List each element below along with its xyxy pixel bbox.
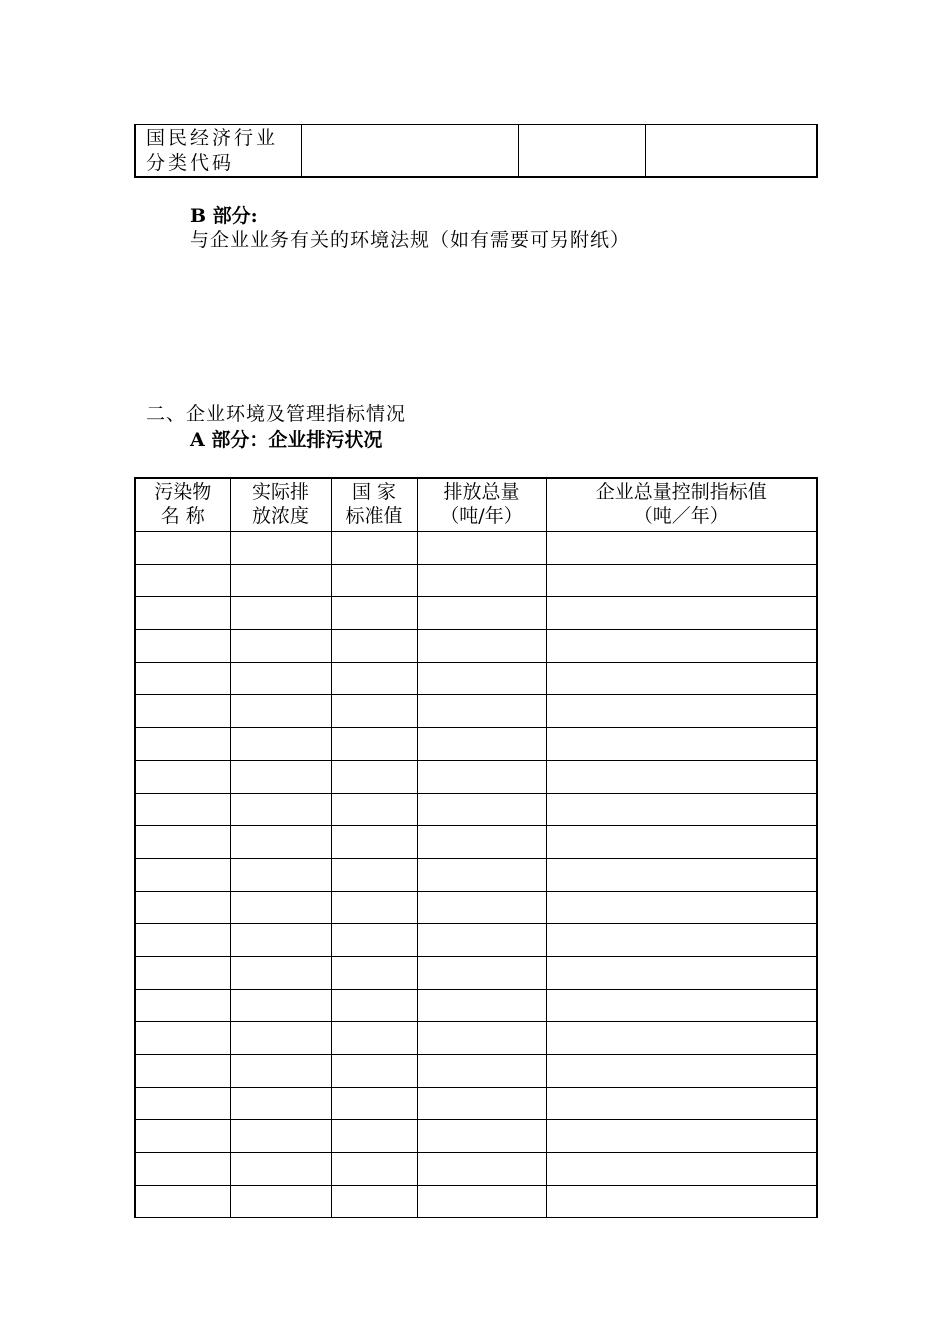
- table-row: [135, 1055, 817, 1088]
- header-total-control-index: 企业总量控制指标值 （吨／年）: [546, 478, 817, 532]
- national-standard-cell[interactable]: [331, 760, 417, 793]
- actual-concentration-cell[interactable]: [230, 728, 331, 761]
- total-discharge-cell[interactable]: [417, 1153, 546, 1186]
- total-discharge-cell[interactable]: [417, 695, 546, 728]
- table-row: [135, 858, 817, 891]
- table-row: [135, 1022, 817, 1055]
- total-control-index-cell[interactable]: [546, 924, 817, 957]
- actual-concentration-cell[interactable]: [230, 1120, 331, 1153]
- pollutant-name-cell[interactable]: [135, 1120, 230, 1153]
- national-standard-cell[interactable]: [331, 858, 417, 891]
- pollutant-name-cell[interactable]: [135, 858, 230, 891]
- table-row: [135, 891, 817, 924]
- pollutant-name-cell[interactable]: [135, 924, 230, 957]
- total-control-index-cell[interactable]: [546, 891, 817, 924]
- header-total-discharge: 排放总量 （吨/年）: [417, 478, 546, 532]
- table-row: [135, 695, 817, 728]
- section-two-title: 二、企业环境及管理指标情况: [146, 403, 407, 425]
- total-discharge-cell[interactable]: [417, 1185, 546, 1218]
- industry-code-table: [134, 124, 818, 178]
- total-discharge-cell[interactable]: [417, 891, 546, 924]
- total-control-index-cell[interactable]: [546, 532, 817, 565]
- total-discharge-cell[interactable]: [417, 793, 546, 826]
- pollutant-name-cell[interactable]: [135, 564, 230, 597]
- industry-code-extra-cell-1[interactable]: [518, 125, 645, 178]
- table-row: [135, 1120, 817, 1153]
- pollutant-name-cell[interactable]: [135, 956, 230, 989]
- actual-concentration-cell[interactable]: [230, 826, 331, 859]
- total-discharge-cell[interactable]: [417, 532, 546, 565]
- total-discharge-cell[interactable]: [417, 662, 546, 695]
- table-row: [135, 564, 817, 597]
- national-standard-cell[interactable]: [331, 1022, 417, 1055]
- total-discharge-cell[interactable]: [417, 597, 546, 630]
- pollutant-name-cell[interactable]: [135, 989, 230, 1022]
- pollutant-name-cell[interactable]: [135, 662, 230, 695]
- section-b-title: B 部分:: [190, 205, 258, 227]
- total-control-index-cell[interactable]: [546, 630, 817, 663]
- table-row: [135, 532, 817, 565]
- national-standard-cell[interactable]: [331, 1120, 417, 1153]
- national-standard-cell[interactable]: [331, 728, 417, 761]
- table-row: [135, 728, 817, 761]
- table-row: [135, 760, 817, 793]
- header-pollutant-name: 污染物 名 称: [135, 478, 230, 532]
- total-control-index-cell[interactable]: [546, 1055, 817, 1088]
- table-header-row: [135, 478, 817, 532]
- table-row: [135, 793, 817, 826]
- national-standard-cell[interactable]: [331, 662, 417, 695]
- total-control-index-cell[interactable]: [546, 989, 817, 1022]
- pollutant-name-cell[interactable]: [135, 891, 230, 924]
- total-control-index-cell[interactable]: [546, 597, 817, 630]
- pollutant-name-cell[interactable]: [135, 1055, 230, 1088]
- total-control-index-cell[interactable]: [546, 1022, 817, 1055]
- actual-concentration-cell[interactable]: [230, 532, 331, 565]
- pollutant-name-cell[interactable]: [135, 760, 230, 793]
- table-row: [135, 630, 817, 663]
- actual-concentration-cell[interactable]: [230, 564, 331, 597]
- total-control-index-cell[interactable]: [546, 1185, 817, 1218]
- actual-concentration-cell[interactable]: [230, 760, 331, 793]
- total-discharge-cell[interactable]: [417, 760, 546, 793]
- total-discharge-cell[interactable]: [417, 564, 546, 597]
- total-discharge-cell[interactable]: [417, 858, 546, 891]
- national-standard-cell[interactable]: [331, 924, 417, 957]
- industry-code-label: 国民经济行业 分类代码: [146, 127, 279, 174]
- table-row: [135, 989, 817, 1022]
- pollutant-name-cell[interactable]: [135, 1153, 230, 1186]
- header-national-standard: 国 家 标准值: [331, 478, 417, 532]
- total-discharge-cell[interactable]: [417, 1022, 546, 1055]
- actual-concentration-cell[interactable]: [230, 956, 331, 989]
- total-control-index-cell[interactable]: [546, 728, 817, 761]
- total-discharge-cell[interactable]: [417, 630, 546, 663]
- actual-concentration-cell[interactable]: [230, 924, 331, 957]
- total-control-index-cell[interactable]: [546, 662, 817, 695]
- total-control-index-cell[interactable]: [546, 695, 817, 728]
- table-row: [135, 826, 817, 859]
- actual-concentration-cell[interactable]: [230, 1055, 331, 1088]
- national-standard-cell[interactable]: [331, 1087, 417, 1120]
- actual-concentration-cell[interactable]: [230, 1022, 331, 1055]
- industry-code-extra-cell-2[interactable]: [645, 125, 817, 178]
- national-standard-cell[interactable]: [331, 630, 417, 663]
- pollutant-name-cell[interactable]: [135, 695, 230, 728]
- actual-concentration-cell[interactable]: [230, 1087, 331, 1120]
- national-standard-cell[interactable]: [331, 956, 417, 989]
- pollutant-name-cell[interactable]: [135, 630, 230, 663]
- total-control-index-cell[interactable]: [546, 1153, 817, 1186]
- pollutant-name-cell[interactable]: [135, 532, 230, 565]
- pollutant-table-body: [135, 532, 817, 1218]
- table-row: [135, 1153, 817, 1186]
- table-row: [135, 1087, 817, 1120]
- national-standard-cell[interactable]: [331, 1153, 417, 1186]
- pollutant-name-cell[interactable]: [135, 597, 230, 630]
- actual-concentration-cell[interactable]: [230, 1153, 331, 1186]
- total-discharge-cell[interactable]: [417, 956, 546, 989]
- table-row: [135, 597, 817, 630]
- industry-code-label-cell: [135, 125, 301, 178]
- national-standard-cell[interactable]: [331, 826, 417, 859]
- pollutant-name-cell[interactable]: [135, 1022, 230, 1055]
- national-standard-cell[interactable]: [331, 989, 417, 1022]
- actual-concentration-cell[interactable]: [230, 1185, 331, 1218]
- actual-concentration-cell[interactable]: [230, 989, 331, 1022]
- actual-concentration-cell[interactable]: [230, 695, 331, 728]
- pollutant-name-cell[interactable]: [135, 1185, 230, 1218]
- actual-concentration-cell[interactable]: [230, 662, 331, 695]
- header-actual-concentration: 实际排 放浓度: [230, 478, 331, 532]
- total-discharge-cell[interactable]: [417, 826, 546, 859]
- total-control-index-cell[interactable]: [546, 1087, 817, 1120]
- national-standard-cell[interactable]: [331, 1055, 417, 1088]
- table-row: [135, 956, 817, 989]
- total-control-index-cell[interactable]: [546, 793, 817, 826]
- actual-concentration-cell[interactable]: [230, 858, 331, 891]
- total-control-index-cell[interactable]: [546, 1120, 817, 1153]
- actual-concentration-cell[interactable]: [230, 793, 331, 826]
- pollutant-name-cell[interactable]: [135, 728, 230, 761]
- pollutant-name-cell[interactable]: [135, 1087, 230, 1120]
- national-standard-cell[interactable]: [331, 532, 417, 565]
- pollutant-name-cell[interactable]: [135, 793, 230, 826]
- section-b-description: 与企业业务有关的环境法规（如有需要可另附纸）: [190, 229, 631, 251]
- total-control-index-cell[interactable]: [546, 760, 817, 793]
- industry-code-row: [135, 125, 817, 178]
- table-row: [135, 1185, 817, 1218]
- actual-concentration-cell[interactable]: [230, 891, 331, 924]
- total-discharge-cell[interactable]: [417, 1055, 546, 1088]
- total-discharge-cell[interactable]: [417, 1087, 546, 1120]
- national-standard-cell[interactable]: [331, 695, 417, 728]
- total-discharge-cell[interactable]: [417, 728, 546, 761]
- total-discharge-cell[interactable]: [417, 924, 546, 957]
- actual-concentration-cell[interactable]: [230, 630, 331, 663]
- total-discharge-cell[interactable]: [417, 1120, 546, 1153]
- national-standard-cell[interactable]: [331, 597, 417, 630]
- section-a-title: A 部分：企业排污状况: [190, 429, 383, 451]
- total-control-index-cell[interactable]: [546, 564, 817, 597]
- table-row: [135, 662, 817, 695]
- total-control-index-cell[interactable]: [546, 858, 817, 891]
- actual-concentration-cell[interactable]: [230, 597, 331, 630]
- total-control-index-cell[interactable]: [546, 956, 817, 989]
- pollutant-name-cell[interactable]: [135, 826, 230, 859]
- total-discharge-cell[interactable]: [417, 989, 546, 1022]
- total-control-index-cell[interactable]: [546, 826, 817, 859]
- national-standard-cell[interactable]: [331, 891, 417, 924]
- pollutant-discharge-table: [134, 477, 818, 1218]
- industry-code-value-cell[interactable]: [301, 125, 518, 178]
- national-standard-cell[interactable]: [331, 1185, 417, 1218]
- table-row: [135, 924, 817, 957]
- national-standard-cell[interactable]: [331, 564, 417, 597]
- national-standard-cell[interactable]: [331, 793, 417, 826]
